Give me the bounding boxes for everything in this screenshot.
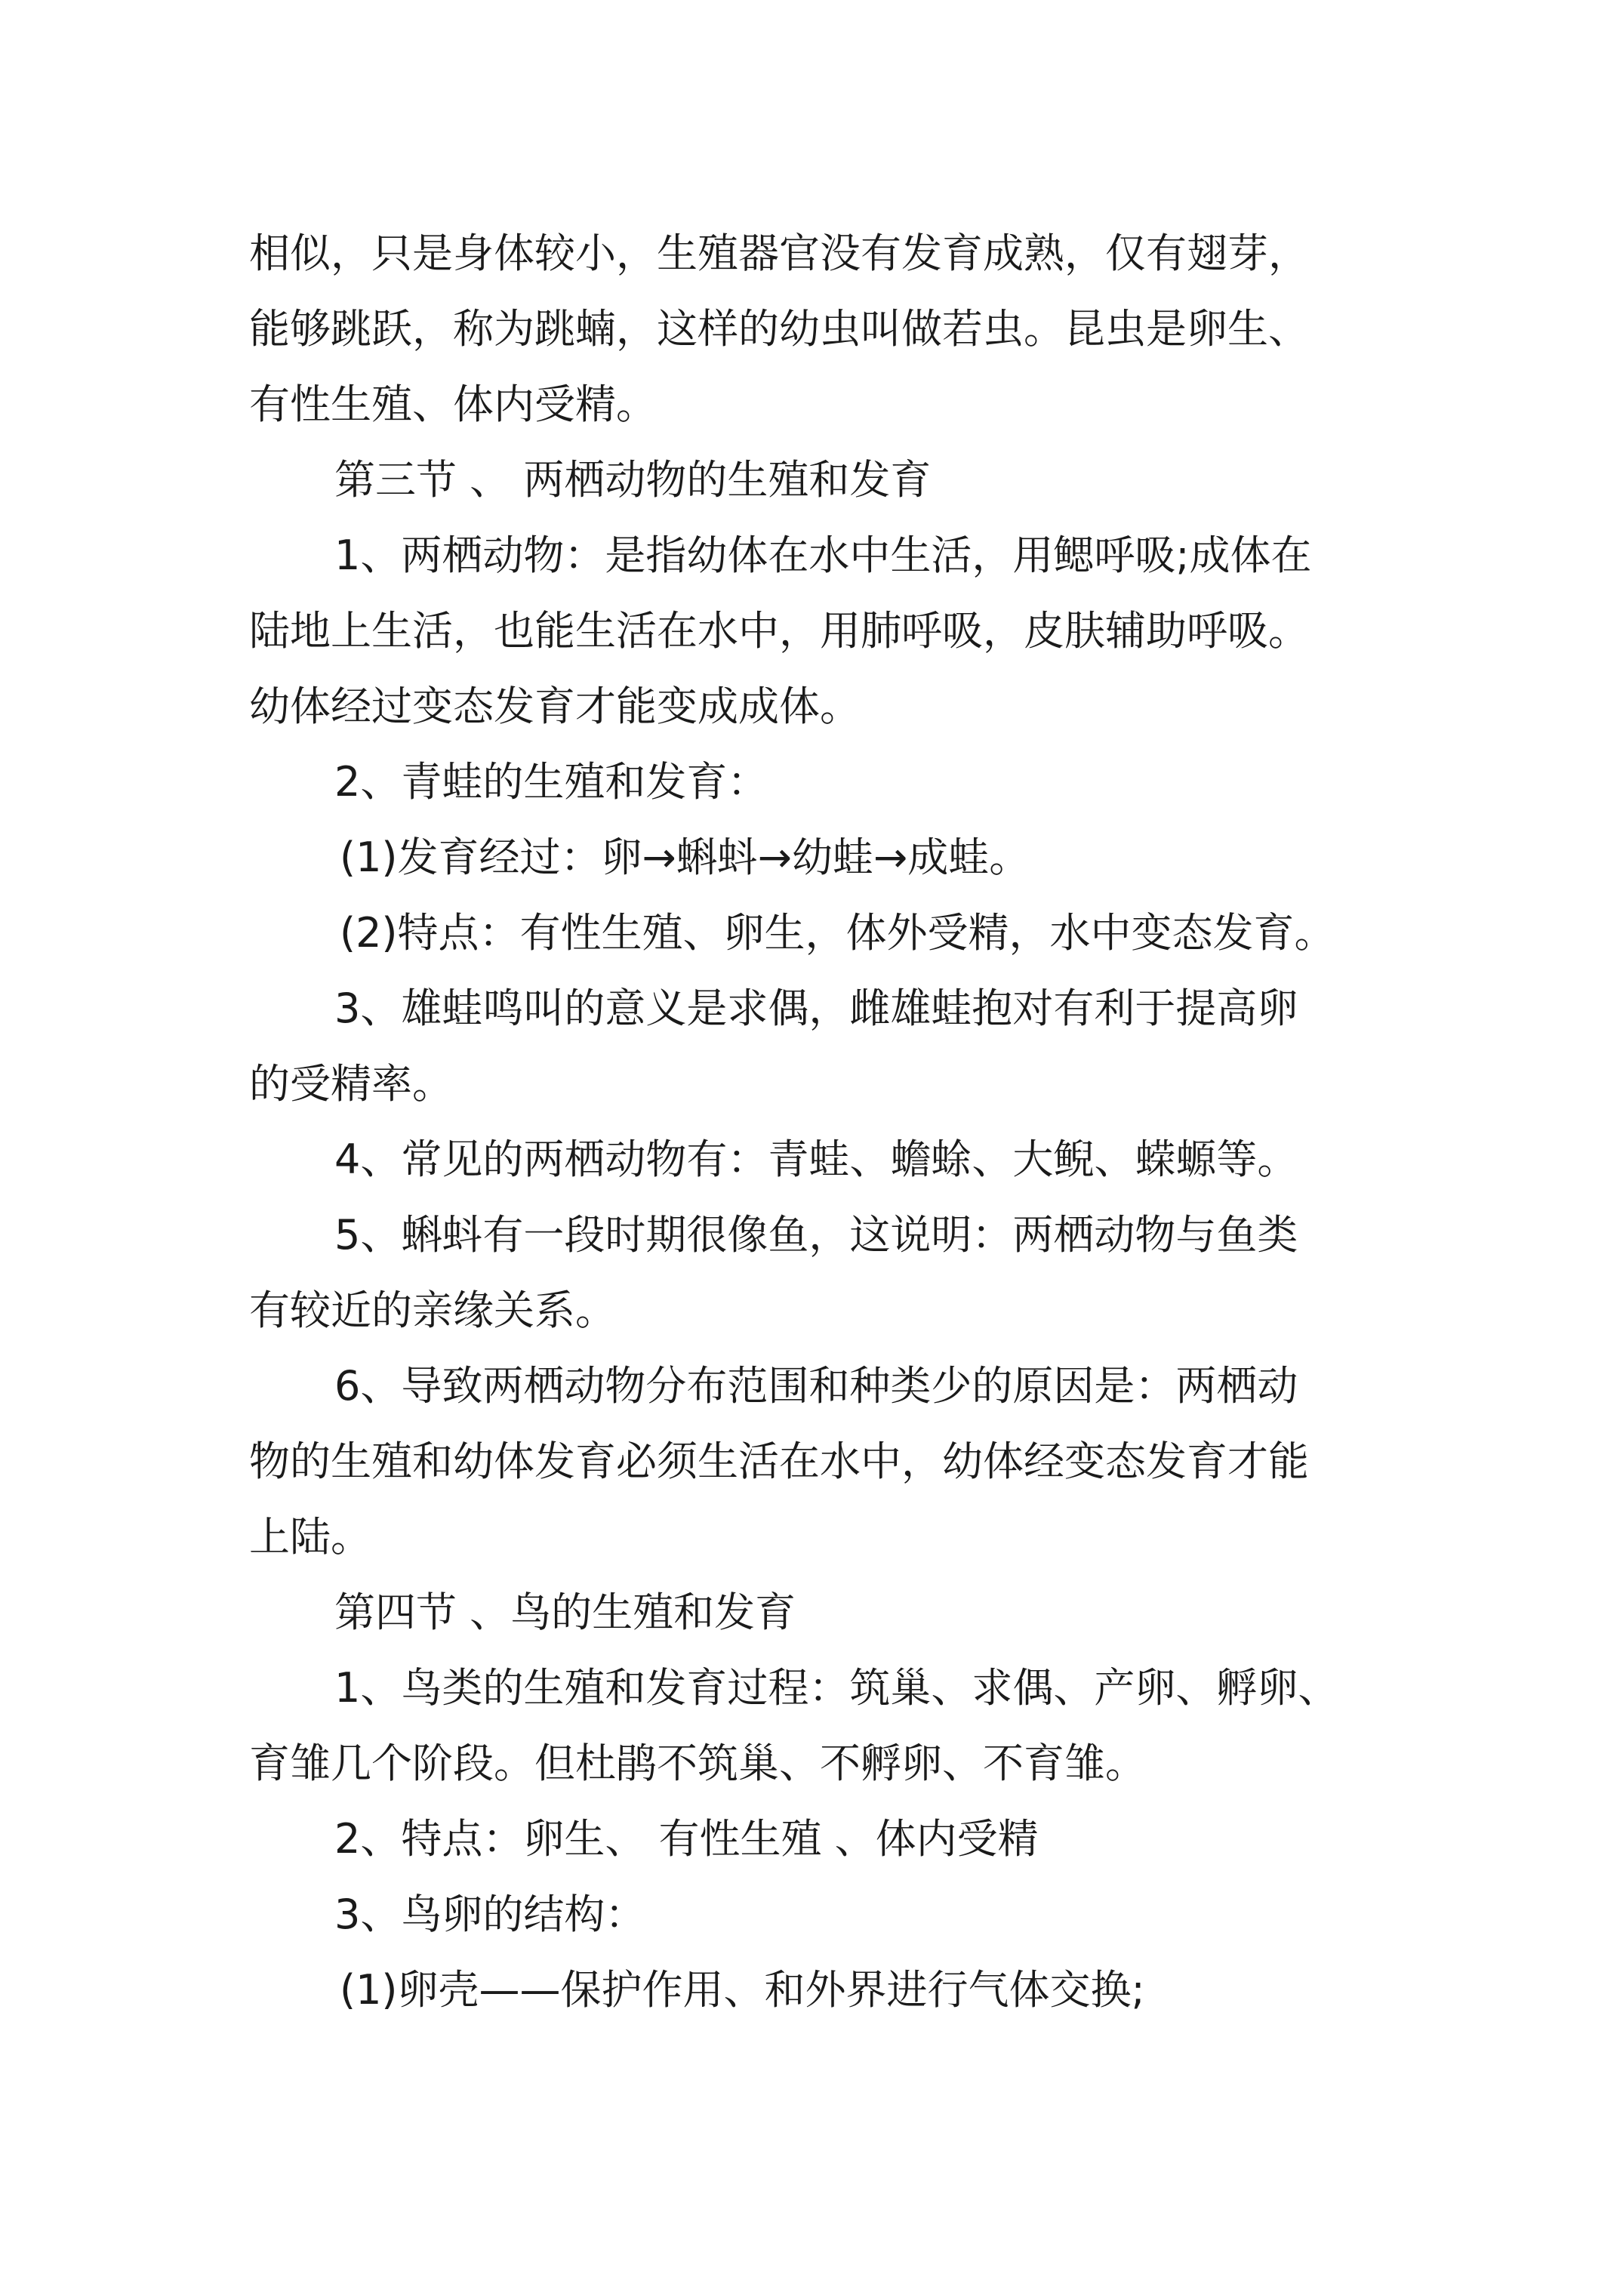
text-line: 育雏几个阶段。但杜鹃不筑巢、不孵卵、不育雏。 bbox=[249, 1740, 1146, 1787]
list-item: (2)特点：有性生殖、卵生，体外受精，水中变态发育。 bbox=[340, 909, 1335, 957]
text-line: 3、鸟卵的结构： bbox=[334, 1891, 646, 1938]
text-line: 1、两栖动物：是指幼体在水中生活，用鳃呼吸;成体在 bbox=[334, 532, 1312, 579]
list-item: (1)卵壳——保护作用、和外界进行气体交换; bbox=[340, 1966, 1145, 2014]
text-line: 2、特点：卵生、 有性生殖 、体内受精 bbox=[334, 1815, 1039, 1863]
text-line: 有性生殖、体内受精。 bbox=[249, 381, 657, 428]
text-line: 6、导致两栖动物分布范围和种类少的原因是：两栖动 bbox=[334, 1362, 1298, 1410]
section-heading: 第三节 、 两栖动物的生殖和发育 bbox=[334, 456, 932, 504]
text-line: 5、蝌蚪有一段时期很像鱼，这说明：两栖动物与鱼类 bbox=[334, 1211, 1298, 1259]
text-line: 2、青蛙的生殖和发育： bbox=[334, 758, 768, 806]
section-heading: 第四节 、鸟的生殖和发育 bbox=[334, 1589, 796, 1636]
text-line: 能够跳跃，称为跳蝻，这样的幼虫叫做若虫。昆虫是卵生、 bbox=[249, 305, 1309, 353]
text-line: 上陆。 bbox=[249, 1513, 371, 1561]
text-line: 相似，只是身体较小，生殖器官没有发育成熟，仅有翅芽， bbox=[249, 230, 1309, 277]
text-line: 的受精率。 bbox=[249, 1060, 453, 1108]
text-line: 物的生殖和幼体发育必须生活在水中，幼体经变态发育才能 bbox=[249, 1438, 1309, 1485]
list-item: (1)发育经过：卵→蝌蚪→幼蛙→成蛙。 bbox=[340, 834, 1030, 881]
text-line: 陆地上生活，也能生活在水中，用肺呼吸，皮肤辅助呼吸。 bbox=[249, 607, 1309, 655]
text-line: 1、鸟类的生殖和发育过程：筑巢、求偶、产卵、孵卵、 bbox=[334, 1664, 1339, 1712]
text-line: 3、雄蛙鸣叫的意义是求偶，雌雄蛙抱对有利于提高卵 bbox=[334, 985, 1298, 1032]
text-line: 4、常见的两栖动物有：青蛙、蟾蜍、大鲵、蝾螈等。 bbox=[334, 1136, 1298, 1183]
text-line: 有较近的亲缘关系。 bbox=[249, 1287, 616, 1334]
text-line: 幼体经过变态发育才能变成成体。 bbox=[249, 683, 861, 730]
